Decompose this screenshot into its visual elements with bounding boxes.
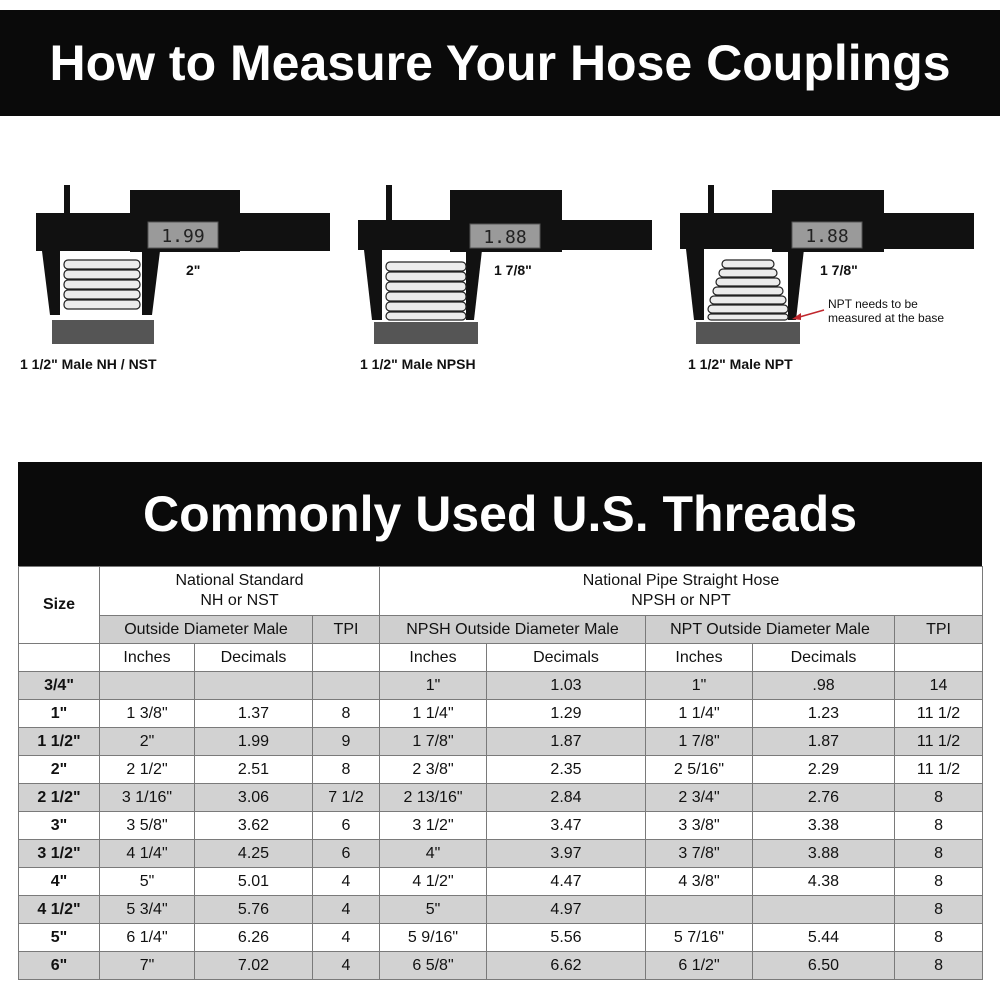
cell: 5 7/16" [646,924,753,952]
cell: 4" [380,840,487,868]
cell: 1 1/4" [646,700,753,728]
group-header-nh-line1: National Standard [175,572,304,589]
cell: 1" [380,672,487,700]
cell: 4 1/2" [380,868,487,896]
cell: 5.76 [195,896,313,924]
cell: 2" [100,728,195,756]
cell: 3.38 [753,812,895,840]
cell: 4 [313,924,380,952]
cell-size: 1 1/2" [19,728,100,756]
cell: 5.44 [753,924,895,952]
cell: 8 [895,784,983,812]
cell: 2.84 [487,784,646,812]
group-header-npsh-line1: National Pipe Straight Hose [582,572,780,589]
cell: 1" [646,672,753,700]
table-row [19,896,983,924]
cell: 4.25 [195,840,313,868]
cell: 2.29 [753,756,895,784]
table-row [19,952,983,980]
caliper-display: 1.88 [805,226,849,247]
units-blank [895,644,983,672]
cell: 1 1/4" [380,700,487,728]
table-row [19,756,983,784]
page-title: How to Measure Your Hose Couplings [0,10,1000,116]
cell: 1.29 [487,700,646,728]
cell: 5 3/4" [100,896,195,924]
cell-size: 3/4" [19,672,100,700]
threads-table [18,566,983,980]
cell: 2.76 [753,784,895,812]
table-row [19,728,983,756]
cell: 9 [313,728,380,756]
npt-od-header: NPT Outside Diameter Male [646,616,895,644]
caption-npt: 1 1/2" Male NPT [688,356,793,372]
table-row [19,784,983,812]
cell: 8 [313,756,380,784]
cell: 6.50 [753,952,895,980]
cell: 3.06 [195,784,313,812]
cell-size: 1" [19,700,100,728]
cell: 3 1/16" [100,784,195,812]
caption-nh: 1 1/2" Male NH / NST [20,356,157,372]
cell: 3 3/8" [646,812,753,840]
group-header-npsh [380,567,983,616]
cell: 5" [100,868,195,896]
measure-label-npt: 1 7/8" [820,262,858,278]
cell: 4 [313,868,380,896]
cell: 3 1/2" [380,812,487,840]
cell: 1.87 [487,728,646,756]
cell-size: 3 1/2" [19,840,100,868]
cell: 7 1/2 [313,784,380,812]
units-decimals: Decimals [195,644,313,672]
table-row [19,672,983,700]
npsh-od-header: NPSH Outside Diameter Male [380,616,646,644]
cell: 1.99 [195,728,313,756]
units-blank [313,644,380,672]
caliper-diagram-nh [30,180,330,350]
npt-note [828,297,944,325]
cell: 2 3/4" [646,784,753,812]
cell: 3.97 [487,840,646,868]
cell-size: 5" [19,924,100,952]
cell: 6 1/4" [100,924,195,952]
cell [646,896,753,924]
group-header-nh-line2: NH or NST [200,592,279,609]
cell: 1.23 [753,700,895,728]
cell: 6 [313,812,380,840]
cell: 8 [313,700,380,728]
units-inches: Inches [100,644,195,672]
table-row [19,924,983,952]
cell: 6 5/8" [380,952,487,980]
cell: 11 1/2 [895,756,983,784]
cell-size: 4 1/2" [19,896,100,924]
cell-size: 6" [19,952,100,980]
cell-size: 2 1/2" [19,784,100,812]
cell: 1.87 [753,728,895,756]
caption-npsh: 1 1/2" Male NPSH [360,356,476,372]
cell: 8 [895,812,983,840]
table-row [19,812,983,840]
cell: 1.37 [195,700,313,728]
cell: 6.26 [195,924,313,952]
cell: 2 1/2" [100,756,195,784]
cell: 5.01 [195,868,313,896]
cell: 8 [895,896,983,924]
cell: 2.35 [487,756,646,784]
cell: 7.02 [195,952,313,980]
cell: 1.03 [487,672,646,700]
cell: 6.62 [487,952,646,980]
cell: 4.38 [753,868,895,896]
table-title: Commonly Used U.S. Threads [18,462,982,566]
units-inches: Inches [380,644,487,672]
cell: .98 [753,672,895,700]
cell: 3.47 [487,812,646,840]
caliper-display: 1.99 [161,226,205,247]
cell: 4 1/4" [100,840,195,868]
cell: 4 3/8" [646,868,753,896]
cell [195,672,313,700]
units-decimals: Decimals [487,644,646,672]
units-inches: Inches [646,644,753,672]
cell: 3 5/8" [100,812,195,840]
cell: 4 [313,952,380,980]
group-header-npsh-line2: NPSH or NPT [631,592,731,609]
cell: 2 3/8" [380,756,487,784]
od-male-header: Outside Diameter Male [100,616,313,644]
units-blank [19,644,100,672]
table-row [19,840,983,868]
cell: 2 5/16" [646,756,753,784]
cell: 3.62 [195,812,313,840]
cell: 1 7/8" [646,728,753,756]
cell [313,672,380,700]
measure-label-nh: 2" [186,262,201,278]
measure-label-npsh: 1 7/8" [494,262,532,278]
cell: 8 [895,952,983,980]
cell: 8 [895,840,983,868]
cell: 11 1/2 [895,700,983,728]
cell: 6 [313,840,380,868]
cell-size: 4" [19,868,100,896]
cell: 1 3/8" [100,700,195,728]
cell: 5 9/16" [380,924,487,952]
units-decimals: Decimals [753,644,895,672]
table-row [19,700,983,728]
cell [100,672,195,700]
cell: 4.97 [487,896,646,924]
size-header: Size [19,567,100,644]
cell: 5" [380,896,487,924]
cell: 3.88 [753,840,895,868]
cell: 11 1/2 [895,728,983,756]
cell: 6 1/2" [646,952,753,980]
npt-note-line2: measured at the base [828,311,945,325]
cell-size: 3" [19,812,100,840]
cell: 14 [895,672,983,700]
tpi2-header: TPI [895,616,983,644]
npt-note-line1: NPT needs to be [828,297,918,311]
cell: 2 13/16" [380,784,487,812]
caliper-display: 1.88 [483,227,527,248]
cell-size: 2" [19,756,100,784]
cell: 2.51 [195,756,313,784]
cell: 8 [895,924,983,952]
cell: 4 [313,896,380,924]
group-header-nh [100,567,380,616]
cell: 7" [100,952,195,980]
cell [753,896,895,924]
table-row [19,868,983,896]
cell: 4.47 [487,868,646,896]
cell: 1 7/8" [380,728,487,756]
tpi-header: TPI [313,616,380,644]
cell: 3 7/8" [646,840,753,868]
cell: 8 [895,868,983,896]
cell: 5.56 [487,924,646,952]
